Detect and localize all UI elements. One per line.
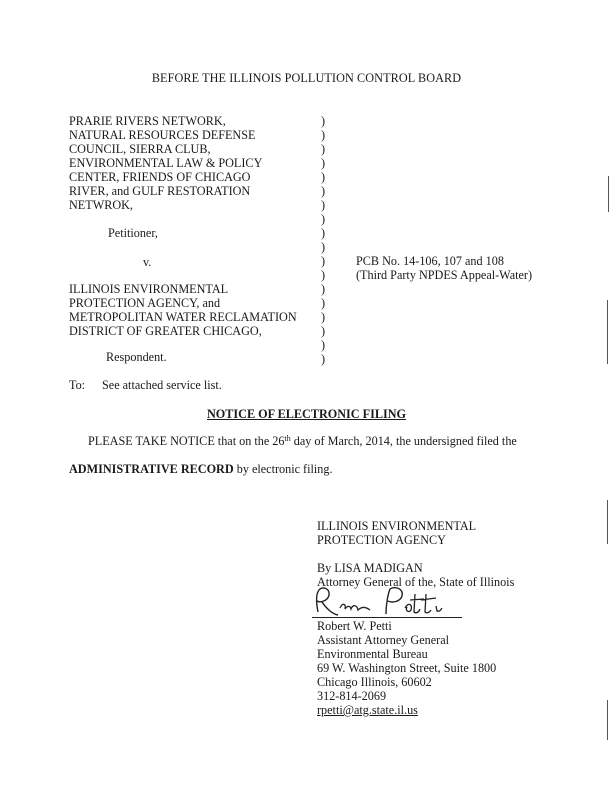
paren: )	[321, 352, 326, 366]
signer-name: Robert W. Petti	[317, 619, 392, 633]
paren: )	[321, 268, 326, 282]
caption-line: COUNCIL, SIERRA CLUB,	[69, 142, 211, 156]
notice-body-sup: th	[284, 434, 291, 443]
administrative-record-bold: ADMINISTRATIVE RECORD	[69, 462, 234, 476]
paren: )	[321, 338, 326, 352]
respondent-label: Respondent.	[106, 350, 167, 364]
paren: )	[321, 114, 326, 128]
scan-edge-mark	[607, 500, 608, 544]
street-address: 69 W. Washington Street, Suite 1800	[317, 661, 497, 675]
notice-body-part1: PLEASE TAKE NOTICE that on the 26	[88, 434, 285, 448]
email-link[interactable]: rpetti@atg.state.il.us	[317, 703, 418, 717]
paren: )	[321, 240, 326, 254]
paren: )	[321, 184, 326, 198]
caption-line: PRARIE RIVERS NETWORK,	[69, 114, 226, 128]
case-number: PCB No. 14-106, 107 and 108	[356, 254, 504, 268]
caption-line: CENTER, FRIENDS OF CHICAGO	[69, 170, 251, 184]
notice-title: NOTICE OF ELECTRONIC FILING	[207, 407, 406, 421]
paren: )	[321, 170, 326, 184]
city-line: Chicago Illinois, 60602	[317, 675, 432, 689]
to-label: To:	[69, 378, 86, 392]
scan-edge-mark	[607, 700, 608, 740]
paren: )	[321, 310, 326, 324]
paren: )	[321, 142, 326, 156]
caption-line: DISTRICT OF GREATER CHICAGO,	[69, 324, 262, 338]
agency-line-2: PROTECTION AGENCY	[317, 533, 446, 547]
attorney-general-line: Attorney General of the, State of Illinois	[317, 575, 515, 589]
caption-line: ENVIRONMENTAL LAW & POLICY	[69, 156, 263, 170]
scan-edge-mark	[608, 176, 609, 212]
phone: 312-814-2069	[317, 689, 387, 703]
paren: )	[321, 226, 326, 240]
paren: )	[321, 324, 326, 338]
administrative-record-line	[69, 462, 333, 476]
bureau: Environmental Bureau	[317, 647, 428, 661]
signer-title: Assistant Attorney General	[317, 633, 450, 647]
paren: )	[321, 156, 326, 170]
paren: )	[321, 128, 326, 142]
notice-body-part2: day of March, 2014, the undersigned filed the	[290, 434, 517, 448]
agency-line-1: ILLINOIS ENVIRONMENTAL	[317, 519, 477, 533]
paren: )	[321, 296, 326, 310]
caption-line: NATURAL RESOURCES DEFENSE	[69, 128, 256, 142]
caption-line: PROTECTION AGENCY, and	[69, 296, 221, 310]
scan-edge-mark	[607, 300, 608, 364]
paren: )	[321, 282, 326, 296]
paren: )	[321, 212, 326, 226]
court-heading: BEFORE THE ILLINOIS POLLUTION CONTROL BOARD	[151, 71, 462, 85]
case-type: (Third Party NPDES Appeal-Water)	[356, 268, 533, 282]
signature-line	[312, 617, 462, 618]
caption-line: NETWROK,	[69, 198, 133, 212]
handwritten-signature	[310, 584, 460, 620]
paren: )	[321, 254, 326, 268]
administrative-record-rest: by electronic filing.	[233, 462, 333, 476]
caption-line: METROPOLITAN WATER RECLAMATION	[69, 310, 297, 324]
notice-body	[88, 434, 517, 448]
versus-label: v.	[143, 255, 152, 269]
by-line: By LISA MADIGAN	[317, 561, 423, 575]
petitioner-label: Petitioner,	[108, 226, 158, 240]
caption-line: RIVER, and GULF RESTORATION	[69, 184, 251, 198]
paren: )	[321, 198, 326, 212]
caption-line: ILLINOIS ENVIRONMENTAL	[69, 282, 229, 296]
to-text: See attached service list.	[102, 378, 222, 392]
